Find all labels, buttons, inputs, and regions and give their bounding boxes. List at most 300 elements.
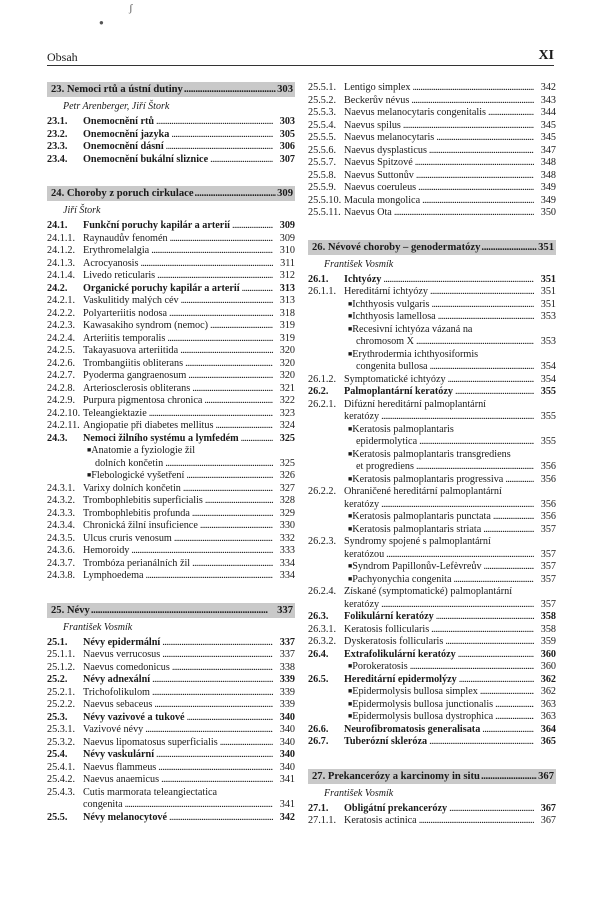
toc-entry <box>308 82 556 95</box>
leader-dots <box>152 687 273 700</box>
leader-dots <box>165 458 273 471</box>
entry-title: Trichofolikulom <box>83 686 150 698</box>
toc-entry <box>47 558 295 571</box>
entry-page: 329 <box>279 507 295 519</box>
entry-number: 25.4.2. <box>47 774 76 785</box>
entry-title: Naevus sebaceus <box>83 699 153 710</box>
leader-dots <box>154 699 273 712</box>
toc-entry <box>47 712 295 725</box>
chapter-heading <box>308 240 556 255</box>
leader-dots <box>162 637 273 650</box>
entry-title: Beckerův névus <box>344 94 410 106</box>
toc-entry <box>47 233 295 246</box>
toc-entry <box>308 182 556 195</box>
entry-page: 358 <box>540 623 556 635</box>
leader-dots <box>157 270 273 283</box>
leader-dots <box>184 82 276 97</box>
toc-entry <box>308 195 556 208</box>
entry-number: 25.3.2. <box>47 736 76 748</box>
entry-title: Onemocnění jazyka <box>83 128 170 140</box>
leader-dots <box>418 182 534 195</box>
leader-dots <box>381 499 534 512</box>
entry-page: 307 <box>279 153 295 165</box>
leader-dots <box>204 395 273 408</box>
entry-title: ■ Erythrodermia ichthyosiformis <box>344 349 478 362</box>
leader-dots <box>181 295 273 308</box>
entry-number: 26.3.2. <box>308 636 337 647</box>
toc-entry <box>47 508 295 521</box>
entry-title: Trombophlebitis profunda <box>83 507 190 519</box>
entry-page: 357 <box>540 573 556 585</box>
entry-title: Získané (symptomatické) palmoplantární <box>344 586 513 597</box>
entry-page: 364 <box>540 723 556 735</box>
toc-entry <box>47 649 295 662</box>
entry-number: 25.3. <box>47 711 68 723</box>
entry-title: Trombangiitis obliterans <box>83 357 184 369</box>
toc-entry <box>47 116 295 129</box>
leader-dots <box>192 558 273 571</box>
toc-entry <box>47 637 295 650</box>
toc-entry <box>308 574 556 587</box>
entry-number: 24.3.2. <box>47 495 76 506</box>
toc-entry <box>47 570 295 583</box>
entry-number: 24.3.7. <box>47 557 76 569</box>
chapter-page: 309 <box>277 188 293 199</box>
toc-entry <box>47 408 295 421</box>
entry-page: 356 <box>540 498 556 510</box>
scan-mark: ʃ <box>129 2 133 14</box>
entry-number: 24.2.5. <box>47 345 76 356</box>
toc-entry <box>47 141 295 154</box>
entry-title: Arteriitis temporalis <box>83 332 166 344</box>
leader-dots <box>146 570 273 583</box>
entry-number: 25.5.11. <box>308 207 341 218</box>
entry-number: 25.5.5. <box>308 132 337 143</box>
left-column <box>47 82 295 824</box>
toc-entry <box>47 420 295 433</box>
toc-entry <box>308 207 556 220</box>
leader-dots <box>140 258 273 271</box>
entry-page: 312 <box>279 270 295 281</box>
toc-entry <box>308 145 556 158</box>
entry-title: Tuberózní skleróza <box>344 736 428 747</box>
entry-page: 367 <box>540 815 556 826</box>
entry-title: Naevus comedonicus <box>83 661 170 673</box>
section-gap <box>47 583 295 603</box>
entry-number: 26.2. <box>308 386 329 397</box>
toc-entry <box>308 399 556 412</box>
entry-title: Naevus Suttonův <box>344 169 414 181</box>
toc-entry <box>47 308 295 321</box>
entry-number: 24.1.1. <box>47 232 76 244</box>
entry-title: ■ Epidermolysis bullosa junctionalis <box>344 699 493 712</box>
entry-title-cont: congenita bullosa <box>356 361 428 372</box>
entry-number: 23.2. <box>47 128 68 140</box>
toc-entry <box>47 445 295 458</box>
entry-page: 356 <box>540 511 556 522</box>
toc-entry <box>308 311 556 324</box>
leader-dots <box>505 474 534 487</box>
leader-dots <box>416 170 534 183</box>
entry-number: 24.2.10. <box>47 407 81 419</box>
entry-title: Chronická žilní insuficience <box>83 520 198 531</box>
entry-page: 327 <box>279 482 295 494</box>
toc-entry <box>308 449 556 462</box>
toc-entry <box>47 762 295 775</box>
entry-page: 324 <box>279 420 295 431</box>
leader-dots <box>413 82 535 95</box>
entry-page: 319 <box>279 320 295 331</box>
toc-entry <box>308 711 556 724</box>
toc-entry <box>47 220 295 233</box>
entry-title: Keratosis follicularis <box>344 623 430 635</box>
entry-number: 24.3. <box>47 432 68 444</box>
chapter-author: Jiří Štork <box>63 205 101 216</box>
entry-title-cont: keratózy <box>344 411 380 422</box>
entry-page: 311 <box>280 257 295 269</box>
toc-entry <box>47 433 295 446</box>
entry-page: 339 <box>279 699 295 710</box>
toc-entry <box>308 611 556 624</box>
toc-entry <box>308 699 556 712</box>
entry-page: 320 <box>279 345 295 356</box>
leader-dots <box>481 769 537 784</box>
section-gap <box>308 220 556 240</box>
entry-number: 23.3. <box>47 141 68 152</box>
entry-title: Ulcus cruris venosum <box>83 532 172 544</box>
entry-page: 313 <box>279 282 295 294</box>
entry-page: 339 <box>279 686 295 698</box>
chapter-page: 303 <box>277 84 293 95</box>
leader-dots <box>156 749 273 762</box>
leader-dots <box>381 599 534 612</box>
entry-page: 355 <box>540 411 556 422</box>
toc-entry <box>47 333 295 346</box>
leader-dots <box>483 524 534 537</box>
toc-entry <box>47 395 295 408</box>
leader-dots <box>430 286 534 299</box>
chapter-title: 25. Névy <box>51 604 90 616</box>
entry-title: Névy melanocytové <box>83 811 168 823</box>
entry-title: ■ Keratosis palmoplantaris striata <box>344 524 481 537</box>
chapter-author: František Vosmík <box>63 621 133 633</box>
chapter-title: 26. Névové choroby – genodermatózy <box>312 241 481 253</box>
entry-page: 305 <box>279 128 295 140</box>
entry-number: 26.3.1. <box>308 623 337 635</box>
entry-number: 24.2.9. <box>47 395 76 406</box>
toc-entry <box>47 520 295 533</box>
leader-dots <box>455 386 534 399</box>
entry-page: 345 <box>540 119 556 131</box>
header-section: Obsah <box>47 50 78 64</box>
toc-entry <box>308 120 556 133</box>
entry-page: 356 <box>540 461 556 472</box>
toc-entry <box>47 370 295 383</box>
entry-number: 25.5.3. <box>308 107 337 118</box>
entry-title: Hemoroidy <box>83 545 130 556</box>
entry-page: 350 <box>540 207 556 218</box>
entry-number: 23.4. <box>47 153 68 165</box>
toc-entry <box>47 245 295 258</box>
entry-title: Angiopatie při diabetes mellitus <box>83 420 214 431</box>
entry-title: Trombophlebitis superficialis <box>83 495 203 506</box>
entry-page: 340 <box>279 761 295 773</box>
section-gap <box>308 749 556 769</box>
toc-entry <box>308 474 556 487</box>
entry-page: 328 <box>279 495 295 506</box>
entry-title: Névy adnexální <box>83 674 151 685</box>
entry-title: Teleangiektazie <box>83 407 147 419</box>
chapter-page: 337 <box>277 604 293 616</box>
entry-page: 320 <box>279 357 295 369</box>
entry-title: ■ Keratosis palmoplantaris <box>344 424 454 437</box>
leader-dots <box>449 803 534 816</box>
leader-dots <box>431 299 534 312</box>
toc-entry <box>47 320 295 333</box>
entry-page: 342 <box>279 811 295 823</box>
entry-number: 25.4.3. <box>47 786 76 798</box>
entry-title: ■ Keratosis palmoplantaris progressiva <box>344 474 503 487</box>
leader-dots <box>158 762 273 775</box>
entry-page: 309 <box>279 232 295 244</box>
entry-number: 25.5.8. <box>308 169 337 181</box>
entry-title: Macula mongolica <box>344 194 421 206</box>
leader-dots <box>429 736 534 749</box>
entry-title: Lentigo simplex <box>344 82 411 93</box>
entry-title: Névy vazivové a tukové <box>83 711 185 723</box>
entry-number: 24.3.3. <box>47 507 76 519</box>
entry-page: 341 <box>279 799 295 810</box>
entry-number: 23.1. <box>47 116 68 127</box>
entry-page: 322 <box>279 395 295 406</box>
toc-entry <box>47 129 295 142</box>
entry-title-cont: keratózy <box>344 498 380 510</box>
entry-page: 363 <box>540 698 556 710</box>
toc-entry <box>47 470 295 483</box>
entry-number: 24.1.3. <box>47 257 76 269</box>
entry-number: 24.3.8. <box>47 570 76 581</box>
leader-dots <box>415 157 534 170</box>
entry-title: Naevus coeruleus <box>344 182 417 193</box>
entry-page: 341 <box>279 774 295 785</box>
toc-entry <box>47 724 295 737</box>
leader-dots <box>416 336 534 349</box>
leader-dots <box>386 549 534 562</box>
entry-number: 24.2. <box>47 282 68 294</box>
leader-dots <box>210 320 273 333</box>
entry-title: Trombóza perianálních žil <box>83 557 191 569</box>
entry-number: 24.2.1. <box>47 295 76 306</box>
toc-entry <box>308 686 556 699</box>
leader-dots <box>481 240 537 255</box>
entry-title: Syndromy spojené s palmoplantární <box>344 536 491 547</box>
toc-entry <box>47 345 295 358</box>
toc-entry <box>308 424 556 437</box>
entry-number: 26.1. <box>308 273 329 285</box>
chapter-title: 27. Prekancerózy a karcinomy in situ <box>312 770 480 782</box>
toc-entry <box>47 662 295 675</box>
leader-dots <box>436 132 534 145</box>
entry-title: Cutis marmorata teleangiectatica <box>83 786 218 798</box>
entry-page: 340 <box>279 749 295 760</box>
toc-entry <box>308 107 556 120</box>
chapter-author: František Vosmík <box>324 787 394 799</box>
toc-entry <box>308 274 556 287</box>
leader-dots <box>480 686 534 699</box>
running-header <box>47 50 554 64</box>
leader-dots <box>162 649 273 662</box>
entry-title: Pyoderma gangraenosum <box>83 370 187 381</box>
entry-title: Naevus anaemicus <box>83 774 160 785</box>
right-column <box>308 82 556 828</box>
entry-title: Ichtyózy <box>344 273 382 285</box>
entry-title: Erythromelalgia <box>83 245 150 256</box>
chapter-title: 24. Choroby z poruch cirkulace <box>51 188 194 199</box>
leader-dots <box>186 470 273 483</box>
entry-title: Naevus Spitzové <box>344 157 413 168</box>
entry-page: 340 <box>279 711 295 723</box>
toc-entry <box>47 533 295 546</box>
entry-title: Kawasakiho syndrom (nemoc) <box>83 320 209 331</box>
leader-dots <box>91 603 276 618</box>
leader-dots <box>169 812 273 825</box>
leader-dots <box>188 370 273 383</box>
entry-title: Naevus spilus <box>344 119 401 131</box>
leader-dots <box>484 561 534 574</box>
toc-entry <box>308 486 556 499</box>
entry-number: 26.2.1. <box>308 398 337 410</box>
toc-entry <box>308 132 556 145</box>
entry-title-cont: congenita <box>83 799 123 810</box>
entry-page: 349 <box>540 182 556 193</box>
toc-entry-continuation <box>308 599 556 612</box>
leader-dots <box>488 107 534 120</box>
entry-number: 25.2. <box>47 674 68 685</box>
entry-title: Hereditární ichtyózy <box>344 286 429 297</box>
entry-title: Névy epidermální <box>83 636 161 648</box>
toc-entry <box>308 349 556 362</box>
toc-entry <box>47 787 295 800</box>
entry-page: 353 <box>540 336 556 347</box>
toc-entry <box>47 749 295 762</box>
entry-number: 25.1.2. <box>47 661 76 673</box>
entry-title: Funkční poruchy kapilár a arterií <box>83 220 230 231</box>
entry-title: Naevus lipomatosus superficialis <box>83 736 218 748</box>
entry-number: 26.7. <box>308 736 329 747</box>
toc-entry <box>308 561 556 574</box>
entry-title: Keratosis actinica <box>344 815 417 826</box>
entry-page: 333 <box>279 545 295 556</box>
entry-title: Palmoplantární keratózy <box>344 386 453 397</box>
leader-dots <box>125 799 273 812</box>
entry-title: Naevus dysplasticus <box>344 144 427 156</box>
entry-title: Naevus verrucosus <box>83 649 161 660</box>
leader-dots <box>394 207 534 220</box>
entry-page: 348 <box>540 169 556 181</box>
entry-title: Livedo reticularis <box>83 270 156 281</box>
entry-page: 365 <box>540 736 556 747</box>
leader-dots <box>185 358 273 371</box>
entry-page: 340 <box>279 724 295 735</box>
page-number: XI <box>538 48 554 63</box>
chapter-heading <box>308 769 556 784</box>
entry-page: 362 <box>540 686 556 697</box>
leader-dots <box>195 186 277 201</box>
entry-number: 24.1. <box>47 220 68 231</box>
leader-dots <box>242 283 273 296</box>
entry-title: Polyarteriitis nodosa <box>83 307 168 319</box>
entry-number: 25.5.10. <box>308 194 342 206</box>
toc-entry <box>308 536 556 549</box>
entry-number: 25.2.1. <box>47 686 76 698</box>
entry-page: 357 <box>540 523 556 535</box>
entry-title: Hereditární epidermolýzy <box>344 673 457 685</box>
entry-number: 24.2.4. <box>47 332 76 344</box>
entry-page: 362 <box>540 673 556 685</box>
toc-entry <box>308 511 556 524</box>
leader-dots <box>419 815 534 828</box>
leader-dots <box>170 233 273 246</box>
entry-title: Organické poruchy kapilár a arterií <box>83 282 240 294</box>
leader-dots <box>431 624 534 637</box>
leader-dots <box>156 116 273 129</box>
toc-entry <box>308 724 556 737</box>
toc-entry <box>308 649 556 662</box>
toc-entry-continuation <box>308 436 556 449</box>
header-rule <box>47 65 554 66</box>
entry-title: Ohraničené hereditární palmoplantární <box>344 486 502 497</box>
toc-entry <box>308 95 556 108</box>
toc-entry <box>47 358 295 371</box>
entry-title-cont: epidermolytica <box>356 436 418 447</box>
entry-title-cont: et progrediens <box>356 461 414 472</box>
entry-page: 342 <box>540 82 556 93</box>
leader-dots <box>192 508 273 521</box>
entry-title: Onemocnění bukální sliznice <box>83 153 209 165</box>
entry-page: 351 <box>540 298 556 310</box>
toc-entry <box>47 774 295 787</box>
entry-title: ■ Recesivní ichtyóza vázaná na <box>344 324 472 337</box>
toc-entry <box>308 286 556 299</box>
leader-dots <box>167 333 273 346</box>
entry-number: 26.6. <box>308 723 329 735</box>
chapter-heading <box>47 603 295 618</box>
entry-title: Onemocnění dásní <box>83 141 164 152</box>
toc-entry <box>308 815 556 828</box>
entry-title: Naevus flammeus <box>83 761 157 773</box>
toc-entry <box>308 324 556 337</box>
entry-page: 321 <box>279 382 295 394</box>
entry-number: 25.4. <box>47 749 68 760</box>
entry-title: Extrafolikulární keratózy <box>344 648 456 660</box>
leader-dots <box>161 774 273 787</box>
entry-page: 303 <box>279 116 295 127</box>
toc-entry <box>47 737 295 750</box>
entry-page: 318 <box>279 307 295 319</box>
toc-entry <box>47 674 295 687</box>
entry-title: Obligátní prekancerózy <box>344 802 448 814</box>
entry-title-cont: chromosom X <box>356 336 415 347</box>
leader-dots <box>152 674 273 687</box>
entry-title: Névy vaskulární <box>83 749 155 760</box>
leader-dots <box>131 545 273 558</box>
entry-title: ■ Keratosis palmoplantaris transgrediens <box>344 449 511 462</box>
leader-dots <box>145 724 273 737</box>
entry-title: Takayasuova arteriitida <box>83 345 179 356</box>
leader-dots <box>171 129 273 142</box>
leader-dots <box>454 574 534 587</box>
toc-entry-continuation <box>47 799 295 812</box>
